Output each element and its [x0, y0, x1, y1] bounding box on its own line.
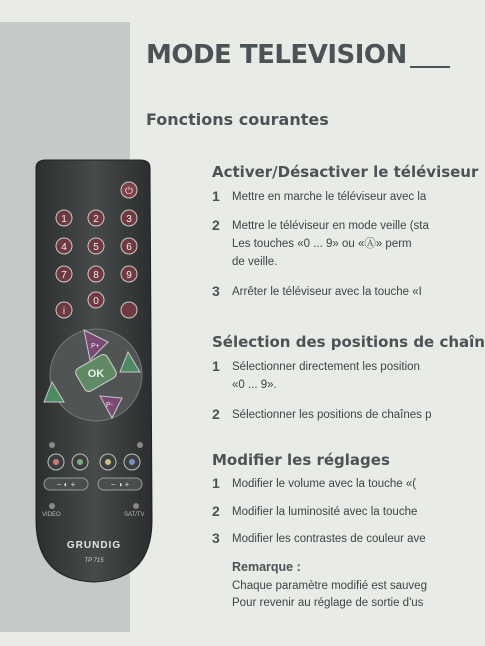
svg-text:− ◐ +: − ◐ + — [56, 480, 76, 489]
remark-title: Remarque : — [232, 560, 301, 574]
digit-label: 4 — [61, 242, 67, 253]
section-title-power: Activer/Désactiver le téléviseur — [212, 163, 479, 181]
step-number: 2 — [212, 503, 220, 519]
step-text: Modifier le volume avec la touche «( — [232, 478, 417, 490]
digit-button-2 — [88, 210, 104, 226]
digit-button-4 — [56, 238, 72, 254]
digit-button-1 — [56, 210, 72, 226]
step-number: 3 — [212, 530, 220, 546]
step-text: Modifier les contrastes de couleur ave — [232, 533, 426, 545]
step-text: Arrêter le téléviseur avec la touche «I — [232, 286, 422, 298]
step-text: Sélectionner directement les position — [232, 361, 420, 373]
info-button — [56, 302, 72, 318]
digit-button-0 — [88, 292, 104, 308]
step-number: 2 — [212, 406, 220, 422]
step-number: 2 — [212, 217, 220, 233]
digit-button-5 — [88, 238, 104, 254]
step-text: de veille. — [232, 256, 278, 268]
digit-label: 3 — [126, 214, 132, 225]
step-text: Mettre le téléviseur en mode veille (sta — [232, 220, 429, 232]
digit-label: 8 — [93, 270, 99, 281]
step-text: «0 ... 9». — [232, 379, 277, 391]
digit-button-7 — [56, 266, 72, 282]
title-rule — [410, 66, 450, 68]
remote-brand: GRUNDIG — [66, 540, 122, 551]
step-number: 1 — [212, 188, 220, 204]
page-title: MODE TELEVISION — [146, 40, 407, 70]
small-button — [49, 442, 55, 448]
remark-text: Pour revenir au réglage de sortie d'us — [232, 597, 424, 609]
svg-text:i: i — [62, 306, 66, 317]
digit-label: 1 — [61, 214, 67, 225]
svg-text:− ◑ +: − ◑ + — [110, 480, 130, 489]
step-number: 1 — [212, 358, 220, 374]
step-text: Modifier la luminosité avec la touche — [232, 506, 418, 518]
digit-label: 5 — [93, 242, 99, 253]
small-button — [137, 442, 143, 448]
step-text: Mettre en marche le téléviseur avec la — [232, 191, 427, 203]
step-text: Les touches «0 ... 9» ou «Ⓐ» perm — [232, 238, 412, 250]
page-subtitle: Fonctions courantes — [146, 110, 329, 129]
remote-model: TP 715 — [84, 558, 104, 564]
video-label: VIDEO — [42, 512, 61, 518]
ok-label: OK — [87, 368, 105, 380]
section-title-settings: Modifier les réglages — [212, 451, 390, 469]
power-button — [121, 182, 137, 198]
digit-button-9 — [121, 266, 137, 282]
teletext-button — [121, 302, 137, 318]
remote-control-image — [28, 160, 160, 589]
digit-button-6 — [121, 238, 137, 254]
section-title-channels: Sélection des positions de chaîn — [212, 333, 485, 351]
sat-tv-label: SAT/TV — [124, 512, 145, 518]
digit-label: 6 — [126, 242, 132, 253]
step-number: 1 — [212, 475, 220, 491]
step-text: Sélectionner les positions de chaînes p — [232, 409, 432, 421]
p-plus-label: P+ — [91, 343, 100, 350]
digit-label: 0 — [93, 296, 99, 307]
svg-text:⏻: ⏻ — [125, 186, 133, 197]
p-minus-label: P- — [106, 402, 113, 409]
digit-label: 9 — [126, 270, 132, 281]
step-number: 3 — [212, 283, 220, 299]
remark-text: Chaque paramètre modifié est sauveg — [232, 580, 427, 592]
digit-label: 7 — [61, 270, 67, 281]
digit-button-8 — [88, 266, 104, 282]
digit-label: 2 — [93, 214, 99, 225]
digit-button-3 — [121, 210, 137, 226]
